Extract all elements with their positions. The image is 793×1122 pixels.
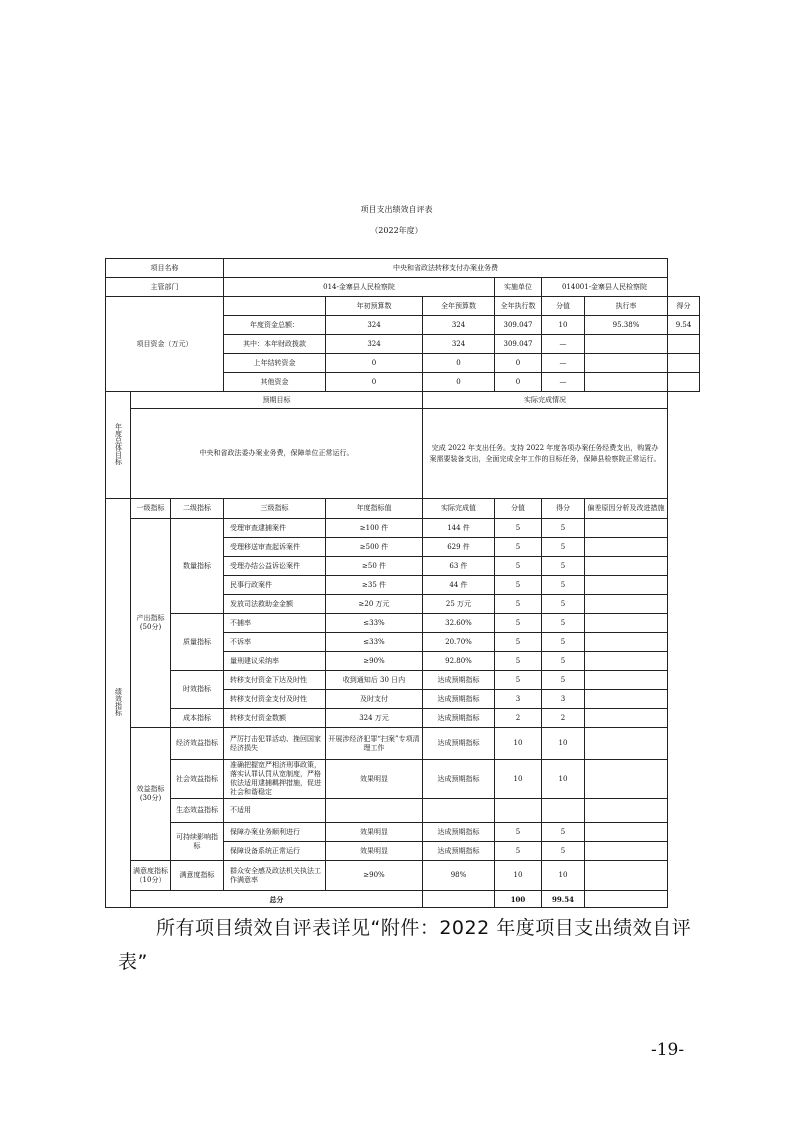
deviation-cell — [585, 595, 668, 614]
score-value: 5 — [495, 652, 542, 671]
target-value — [326, 799, 423, 823]
l3-item: 不捕率 — [224, 614, 326, 633]
score-value: 10 — [495, 760, 542, 799]
funds-row-name: 年度资金总额： — [224, 316, 326, 335]
deviation-cell — [585, 861, 668, 891]
l3-item: 群众安全感及政法机关执法工作满意率 — [224, 861, 326, 891]
l1-output: 产出指标(50分) — [131, 519, 171, 728]
funds-cell: 0 — [495, 354, 542, 373]
total-deviation — [585, 891, 668, 908]
deviation-cell — [585, 760, 668, 799]
funds-col-0: 年初预算数 — [326, 297, 423, 316]
target-value: 收到通知后 30 日内 — [326, 671, 423, 690]
target-value: ≤33% — [326, 614, 423, 633]
score-value: 5 — [495, 576, 542, 595]
got-value: 5 — [542, 633, 585, 652]
actual-value: 629 件 — [423, 538, 495, 557]
actual-value: 32.60% — [423, 614, 495, 633]
got-value: 10 — [542, 861, 585, 891]
l3-item: 转移支付资金下达及时性 — [224, 671, 326, 690]
got-value: 2 — [542, 709, 585, 728]
total-blank — [423, 891, 495, 908]
funds-cell: 0 — [326, 354, 423, 373]
funds-cell: — — [542, 373, 585, 392]
ind-header: 三级指标 — [224, 499, 326, 519]
funds-cell: 10 — [542, 316, 585, 335]
goals-actual-label: 实际完成情况 — [423, 392, 668, 409]
got-value: 10 — [542, 728, 585, 760]
actual-value: 98% — [423, 861, 495, 891]
funds-cell: 0 — [326, 373, 423, 392]
project-name: 中央和省政法转移支付办案业务费 — [224, 259, 668, 278]
dept-value: 014-金寨县人民检察院 — [224, 278, 495, 297]
ind-header: 得分 — [542, 499, 585, 519]
score-value: 5 — [495, 595, 542, 614]
funds-cell: 9.54 — [668, 316, 700, 335]
ind-header: 分值 — [495, 499, 542, 519]
funds-row-name: 其中：本年财政拨款 — [224, 335, 326, 354]
actual-value: 25 万元 — [423, 595, 495, 614]
actual-value: 44 件 — [423, 576, 495, 595]
l3-item: 发放司法救助金金额 — [224, 595, 326, 614]
table-title: 项目支出绩效自评表 — [360, 205, 433, 214]
funds-cell: — — [542, 354, 585, 373]
got-value: 5 — [542, 576, 585, 595]
actual-value: 92.80% — [423, 652, 495, 671]
funds-cell: 0 — [495, 373, 542, 392]
funds-cell: 0 — [423, 354, 495, 373]
got-value — [542, 799, 585, 823]
actual-value: 20.70% — [423, 633, 495, 652]
got-value: 5 — [542, 842, 585, 861]
target-value: 效果明显 — [326, 842, 423, 861]
score-value — [495, 799, 542, 823]
got-value: 5 — [542, 519, 585, 538]
funds-cell: 324 — [326, 335, 423, 354]
funds-label: 项目资金（万元） — [106, 297, 224, 392]
got-value: 10 — [542, 760, 585, 799]
funds-blank — [224, 297, 326, 316]
target-value: ≥20 万元 — [326, 595, 423, 614]
funds-cell: 324 — [423, 316, 495, 335]
funds-cell — [585, 354, 668, 373]
funds-col-1: 全年预算数 — [423, 297, 495, 316]
l3-item: 保障办案业务顺利进行 — [224, 823, 326, 842]
l3-item: 量刑建议采纳率 — [224, 652, 326, 671]
got-value: 5 — [542, 652, 585, 671]
l3-item: 民事行政案件 — [224, 576, 326, 595]
goals-expected: 中央和省政法委办案业务费，保障单位正常运行。 — [131, 409, 423, 499]
deviation-cell — [585, 519, 668, 538]
l2-sustainable: 可持续影响指标 — [171, 823, 224, 861]
deviation-cell — [585, 614, 668, 633]
funds-cell: 309.047 — [495, 316, 542, 335]
l3-item: 严厉打击犯罪活动、挽回国家经济损失 — [224, 728, 326, 760]
ind-header: 年度指标值 — [326, 499, 423, 519]
score-value: 10 — [495, 861, 542, 891]
dept-label: 主管部门 — [106, 278, 224, 297]
table-subtitle: （2022年度） — [370, 226, 423, 235]
ind-header: 二级指标 — [171, 499, 224, 519]
score-value: 3 — [495, 690, 542, 709]
total-got: 99.54 — [542, 891, 585, 908]
funds-row-name: 上年结转资金 — [224, 354, 326, 373]
got-value: 3 — [542, 690, 585, 709]
deviation-cell — [585, 576, 668, 595]
actual-value: 63 件 — [423, 557, 495, 576]
actual-value: 达成预期指标 — [423, 671, 495, 690]
funds-cell: 309.047 — [495, 335, 542, 354]
l3-item: 转移支付资金支付及时性 — [224, 690, 326, 709]
l2-satisfaction: 满意度指标 — [171, 861, 224, 891]
total-score: 100 — [495, 891, 542, 908]
funds-cell — [585, 335, 668, 354]
goals-label: 年度总体目标 — [114, 422, 123, 465]
funds-col-4: 执行率 — [585, 297, 668, 316]
funds-cell — [668, 373, 700, 392]
target-value: ≤33% — [326, 633, 423, 652]
target-value: 及时支付 — [326, 690, 423, 709]
score-value: 5 — [495, 842, 542, 861]
got-value: 5 — [542, 614, 585, 633]
actual-value: 达成预期指标 — [423, 823, 495, 842]
l1-benefit: 效益指标(30分) — [131, 728, 171, 861]
total-label: 总分 — [131, 891, 423, 908]
funds-cell — [585, 373, 668, 392]
deviation-cell — [585, 633, 668, 652]
funds-cell: — — [542, 335, 585, 354]
ind-header: 偏差原因分析及改进措施 — [585, 499, 668, 519]
l3-item: 准确把握宽严相济刑事政策，落实认罪认罚从宽制度，严格依法适用逮捕羁押措施，促进社会和谐稳定 — [224, 760, 326, 799]
l2-ecological: 生态效益指标 — [171, 799, 224, 823]
score-value: 5 — [495, 538, 542, 557]
target-value: ≥90% — [326, 861, 423, 891]
page-number: -19- — [651, 1040, 685, 1060]
got-value: 5 — [542, 538, 585, 557]
score-value: 5 — [495, 823, 542, 842]
target-value: ≥500 件 — [326, 538, 423, 557]
funds-col-2: 全年执行数 — [495, 297, 542, 316]
got-value: 5 — [542, 671, 585, 690]
ind-header: 实际完成值 — [423, 499, 495, 519]
actual-value: 达成预期指标 — [423, 690, 495, 709]
target-value: ≥50 件 — [326, 557, 423, 576]
l2-cost: 成本指标 — [171, 709, 224, 728]
actual-value: 达成预期指标 — [423, 842, 495, 861]
l2-quality: 质量指标 — [171, 614, 224, 671]
body-paragraph: 所有项目绩效自评表详见“附件：2022 年度项目支出绩效自评表” — [118, 917, 692, 973]
funds-cell: 324 — [423, 335, 495, 354]
l3-item: 不诉率 — [224, 633, 326, 652]
actual-value: 达成预期指标 — [423, 728, 495, 760]
score-value: 5 — [495, 633, 542, 652]
target-value: 效果明显 — [326, 760, 423, 799]
score-value: 2 — [495, 709, 542, 728]
actual-value: 144 件 — [423, 519, 495, 538]
l3-item: 保障设备系统正常运行 — [224, 842, 326, 861]
l1-satisfaction: 满意度指标（10分） — [131, 861, 171, 891]
impl-label: 实施单位 — [495, 278, 542, 297]
funds-cell: 324 — [326, 316, 423, 335]
l3-item: 受理办结公益诉讼案件 — [224, 557, 326, 576]
deviation-cell — [585, 690, 668, 709]
l2-quantity: 数量指标 — [171, 519, 224, 614]
project-name-label: 项目名称 — [106, 259, 224, 278]
l2-economic: 经济效益指标 — [171, 728, 224, 760]
score-value: 10 — [495, 728, 542, 760]
target-value: ≥100 件 — [326, 519, 423, 538]
funds-row-name: 其他资金 — [224, 373, 326, 392]
target-value: 324 万元 — [326, 709, 423, 728]
deviation-cell — [585, 823, 668, 842]
actual-value — [423, 799, 495, 823]
got-value: 5 — [542, 595, 585, 614]
got-value: 5 — [542, 557, 585, 576]
l3-item: 受理审查逮捕案件 — [224, 519, 326, 538]
target-value: ≥90% — [326, 652, 423, 671]
l2-timeliness: 时效指标 — [171, 671, 224, 709]
target-value: 开展涉经济犯罪“扫案”专项清理工作 — [326, 728, 423, 760]
deviation-cell — [585, 652, 668, 671]
l3-item: 不适用 — [224, 799, 326, 823]
ind-header: 一级指标 — [131, 499, 171, 519]
l2-social: 社会效益指标 — [171, 760, 224, 799]
deviation-cell — [585, 728, 668, 760]
funds-col-5: 得分 — [668, 297, 700, 316]
deviation-cell — [585, 538, 668, 557]
performance-table — [105, 258, 700, 908]
deviation-cell — [585, 671, 668, 690]
score-value: 5 — [495, 671, 542, 690]
got-value: 5 — [542, 823, 585, 842]
score-value: 5 — [495, 557, 542, 576]
funds-cell: 0 — [423, 373, 495, 392]
score-value: 5 — [495, 614, 542, 633]
impl-value: 014001-金寨县人民检察院 — [542, 278, 668, 297]
target-value: 效果明显 — [326, 823, 423, 842]
deviation-cell — [585, 842, 668, 861]
goals-actual: 完成 2022 年支出任务。支持 2022 年度各项办案任务经费支出，购置办案需要装备支出，全面完成全年工作的目标任务，保障县检察院正常运行。 — [423, 409, 668, 499]
funds-cell — [668, 335, 700, 354]
indicators-label: 绩效指标 — [114, 687, 123, 716]
l3-item: 转移支付资金数额 — [224, 709, 326, 728]
goals-expected-label: 预期目标 — [131, 392, 423, 409]
actual-value: 达成预期指标 — [423, 709, 495, 728]
funds-col-3: 分值 — [542, 297, 585, 316]
deviation-cell — [585, 557, 668, 576]
l3-item: 受理移送审查起诉案件 — [224, 538, 326, 557]
funds-cell — [668, 354, 700, 373]
deviation-cell — [585, 799, 668, 823]
target-value: ≥35 件 — [326, 576, 423, 595]
deviation-cell — [585, 709, 668, 728]
funds-cell: 95.38% — [585, 316, 668, 335]
actual-value: 达成预期指标 — [423, 760, 495, 799]
score-value: 5 — [495, 519, 542, 538]
